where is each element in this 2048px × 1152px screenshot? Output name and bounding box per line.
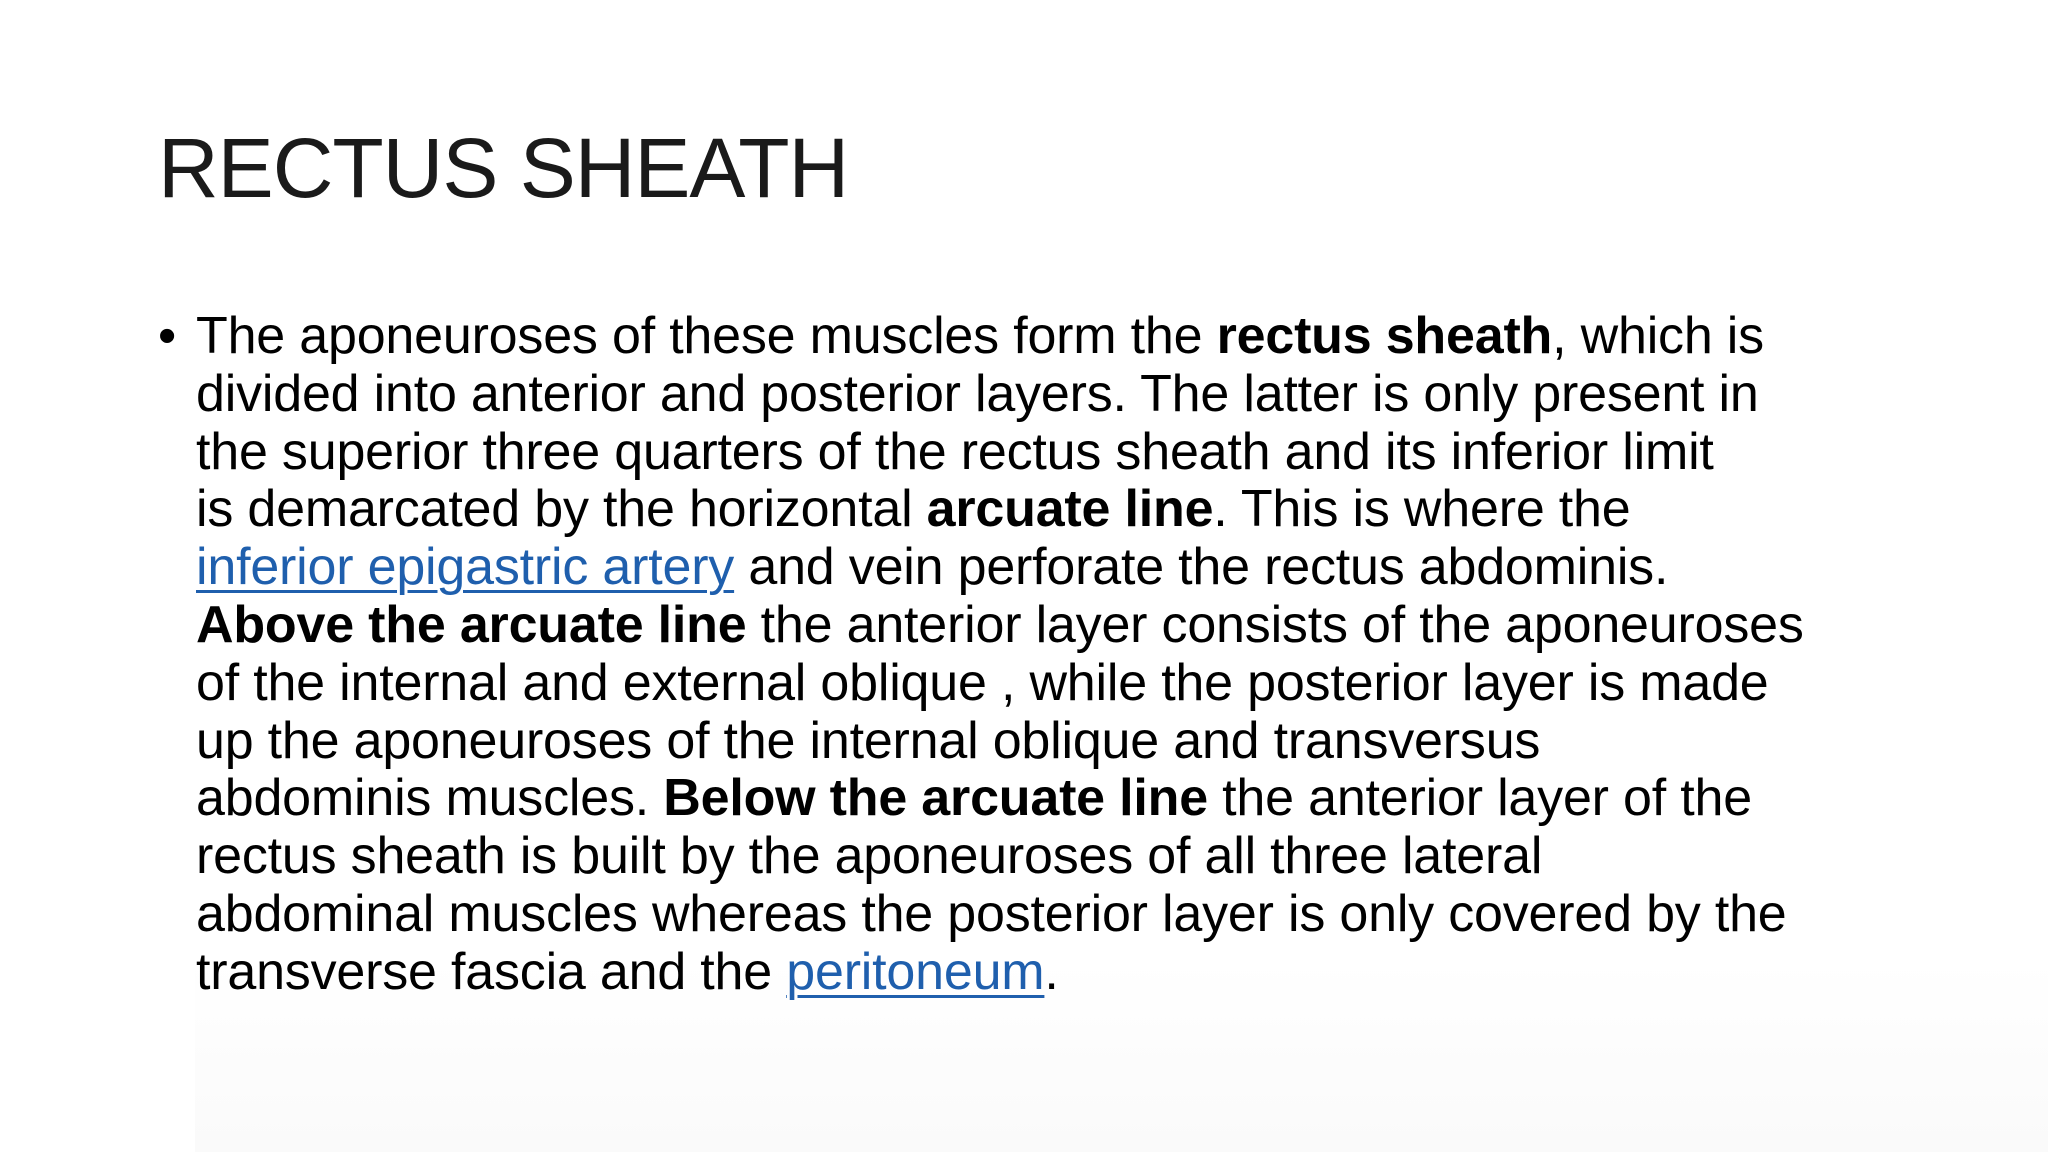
paragraph-line-8	[196, 713, 1908, 771]
text-run: divided into anterior and posterior layers. The latter is only present in	[196, 364, 1759, 423]
paragraph-line-7	[196, 655, 1908, 713]
text-run: abdominal muscles whereas the posterior layer is only covered by the	[196, 884, 1787, 943]
slide-title: RECTUS SHEATH	[158, 121, 849, 215]
link-inferior-epigastric-artery[interactable]: inferior epigastric artery	[196, 538, 735, 597]
text-run: the anterior layer consists of the aponeuroses	[746, 595, 1804, 654]
paragraph-line-5	[196, 539, 1908, 597]
text-run: transverse fascia and the	[196, 942, 787, 1001]
text-run: the anterior layer of the	[1207, 769, 1752, 828]
paragraph-line-1	[196, 308, 1908, 366]
bold-term-above-arcuate-line: Above the arcuate line	[196, 595, 747, 654]
bold-term-below-arcuate-line: Below the arcuate line	[663, 769, 1208, 828]
paragraph-line-9	[196, 770, 1908, 828]
text-run: of the internal and external oblique , while the posterior layer is made	[196, 653, 1769, 712]
link-peritoneum[interactable]: peritoneum	[786, 942, 1045, 1001]
paragraph-line-12	[196, 944, 1908, 1002]
text-run: .	[1044, 942, 1059, 1001]
bullet-list	[158, 308, 1908, 1002]
paragraph-line-3	[196, 424, 1908, 482]
paragraph-line-10	[196, 828, 1908, 886]
paragraph-line-6	[196, 597, 1908, 655]
text-run: abdominis muscles.	[196, 769, 664, 828]
text-run: the superior three quarters of the rectus sheath and its inferior limit	[196, 422, 1714, 481]
paragraph-line-2	[196, 366, 1908, 424]
text-run: , which is	[1552, 307, 1764, 365]
text-run: . This is where the	[1213, 480, 1631, 539]
text-run: up the aponeuroses of the internal oblique and transversus	[196, 711, 1541, 770]
paragraph-line-4	[196, 481, 1908, 539]
paragraph-line-11	[196, 886, 1908, 944]
bold-term-arcuate-line: arcuate line	[926, 480, 1214, 539]
text-run: is demarcated by the horizontal	[196, 480, 927, 539]
bullet-dot-icon: •	[158, 307, 177, 365]
bold-term-rectus-sheath: rectus sheath	[1216, 307, 1553, 365]
text-run: rectus sheath is built by the aponeuroses of all three lateral	[196, 827, 1543, 886]
text-run: and vein perforate the rectus abdominis.	[734, 538, 1669, 597]
text-run: The aponeuroses of these muscles form the	[196, 307, 1217, 365]
bullet-paragraph	[158, 308, 1908, 1002]
